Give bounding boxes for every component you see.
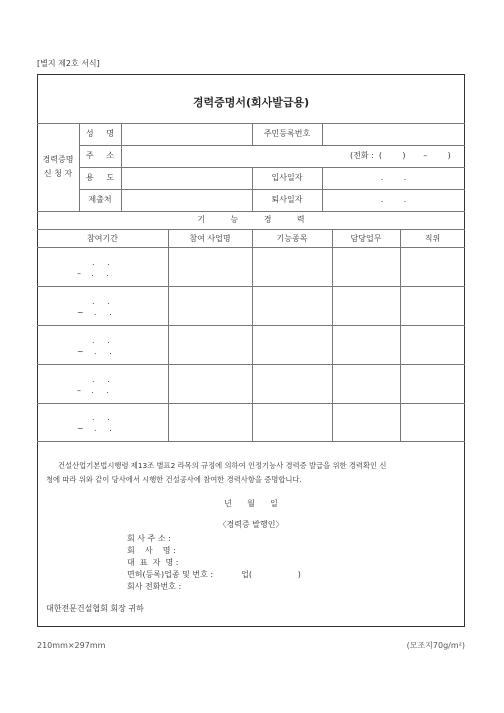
period-start: . . — [92, 413, 110, 422]
period-end: – . . — [77, 386, 109, 395]
submit-to-label: 제출처 — [88, 195, 112, 204]
issuer-field: 면허(등록)업종 및 번호 : 업( ) — [127, 570, 301, 579]
divider — [37, 403, 465, 404]
issue-date: 년 월 일 — [224, 499, 278, 508]
column-header: 담당업무 — [350, 234, 382, 243]
address-label: 주 소 — [85, 151, 115, 160]
applicant-group-label: 신 청 자 — [43, 169, 73, 178]
divider — [37, 441, 465, 442]
divider — [79, 167, 465, 168]
period-end: ~ . . — [77, 308, 112, 317]
divider — [400, 229, 401, 441]
paper-type: (모조지70g/m²) — [406, 641, 465, 650]
paper-size: 210mm×297mm — [37, 641, 106, 650]
divider — [79, 189, 465, 190]
issuer-field: 회 사 주 소 : — [127, 534, 171, 543]
column-header: 직위 — [424, 234, 441, 243]
statement-text: 건설산업기본법시행령 제13조 별표2 라목의 규정에 의하여 인정기능사 경력증 발급을 위한 경력확인 신 — [58, 461, 387, 470]
period-end: – . . — [77, 269, 109, 278]
page-title: 경력증명서(회사발급용) — [192, 96, 310, 109]
divider — [37, 211, 465, 212]
period-start: . . — [92, 336, 110, 345]
purpose-label: 용 도 — [85, 173, 115, 182]
period-end: ~ . . — [77, 347, 112, 356]
divider — [37, 364, 465, 365]
join-date-label: 입사일자 — [271, 173, 303, 182]
form-number: [별지 제2호 서식] — [37, 59, 100, 68]
recipient: 대한전문건설협회 회장 귀하 — [46, 604, 144, 613]
issuer-field: 회 사 명 : — [127, 546, 176, 555]
resident-no-label: 주민등록번호 — [263, 129, 311, 138]
column-header: 참여기간 — [87, 234, 118, 243]
issuer-title: 〈경력증 발행인〉 — [218, 520, 284, 529]
divider — [37, 123, 465, 124]
period-start: . . — [92, 375, 110, 384]
issuer-field: 회사 전화번호 : — [127, 582, 182, 591]
statement-text: 청에 따라 위와 같이 당사에서 시행한 건설공사에 참여한 경력사항을 증명합니다. — [46, 475, 302, 484]
divider — [79, 145, 465, 146]
leave-date-label: 퇴사일자 — [271, 195, 303, 204]
career-section-title: 기 능 경 력 — [197, 215, 305, 224]
leave-date-value: . . — [380, 195, 407, 204]
divider — [37, 286, 465, 287]
divider — [332, 229, 333, 441]
divider — [37, 325, 465, 326]
join-date-value: . . — [380, 173, 407, 182]
issuer-field: 대 표 자 명 : — [127, 558, 179, 567]
applicant-group-label: 경력증명 — [42, 155, 74, 164]
period-start: . . — [92, 258, 110, 267]
name-label: 성 명 — [85, 129, 115, 138]
phone-label: (전화 : ( ) – ) — [350, 151, 451, 160]
divider — [121, 123, 122, 211]
column-header: 기능종목 — [276, 234, 308, 243]
divider — [168, 229, 169, 441]
column-header: 참여 사업명 — [189, 234, 231, 243]
period-start: . . — [92, 297, 110, 306]
period-end: ~ . . — [77, 424, 112, 433]
divider — [252, 229, 253, 441]
divider — [322, 123, 323, 145]
